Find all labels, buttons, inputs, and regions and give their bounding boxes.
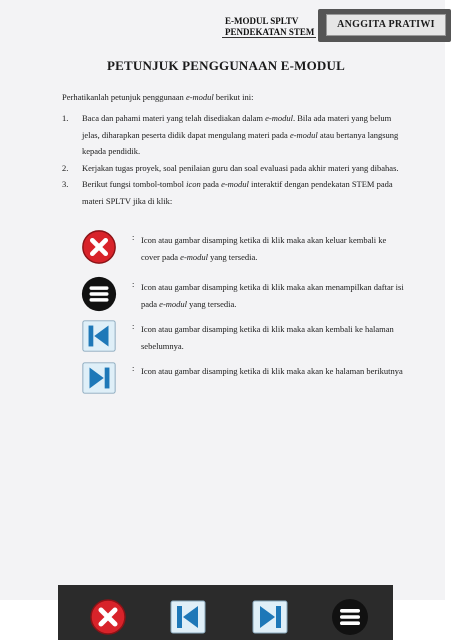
previous-icon [168,624,208,641]
module-title-line2: PENDEKATAN STEM [225,27,315,37]
instruction-item [62,160,402,177]
body-text: Icon atau gambar disamping ketika di klik maka akan ke halaman berikutnya [141,366,403,376]
next-icon [80,359,118,402]
header-divider [222,37,316,38]
emphasis-text: e-modul [180,252,209,262]
previous-page-button[interactable] [168,597,208,642]
item-text [82,176,402,209]
legend-description [141,232,406,266]
emphasis-text: e-modul [265,113,294,123]
legend-colon: : [132,321,135,331]
intro-emph: e-modul [185,92,214,102]
intro-text [62,92,253,102]
emphasis-text: e-modul [159,299,188,309]
legend-colon: : [132,279,135,289]
body-text: interaktif dengan pendekatan STEM pada materi SPLTV jika di klik: [82,179,393,206]
intro-before: Perhatikanlah petunjuk penggunaan [62,92,186,102]
legend-description [141,279,406,313]
legend-colon: : [132,232,135,242]
legend-colon: : [132,363,135,373]
item-number: 2. [62,162,69,173]
previous-icon [80,317,118,360]
intro-after: berikut ini: [213,92,254,102]
item-text [82,160,402,177]
body-text: Kerjakan tugas proyek, soal penilaian guru dan soal evaluasi pada akhir materi yang dibahas. [82,162,399,173]
instruction-list [62,110,402,209]
body-text: yang tersedia. [187,299,237,309]
module-title-line1: E-MODUL SPLTV [225,16,299,26]
body-text: yang tersedia. [208,252,258,262]
emphasis-text: e-modul [289,129,318,140]
module-title [225,16,314,38]
body-text: Berikut fungsi tombol-tombol [82,179,187,189]
menu-button[interactable] [330,597,370,642]
item-text [82,110,402,160]
menu-icon [330,624,370,641]
next-icon [250,624,290,641]
close-icon [80,228,118,271]
close-icon [88,624,128,641]
item-number: 3. [62,179,69,189]
body-text: Baca dan pahami materi yang telah disediakan dalam [82,113,266,123]
instruction-item [62,110,402,160]
body-text: Icon atau gambar disamping ketika di klik maka akan keluar kembali ke cover pada [141,235,387,262]
body-text: atau bertanya langsung kepada pendidik. [82,129,399,156]
legend-description [141,321,406,355]
emphasis-text: e-modul [221,179,249,189]
legend-description [141,363,406,380]
next-page-button[interactable] [250,597,290,642]
emphasis-text: icon [186,179,201,189]
close-button[interactable] [88,597,128,642]
body-text: pada [200,179,222,189]
page-title: PETUNJUK PENGGUNAAN E-MODUL [107,58,345,73]
bottom-navigation-bar [58,585,393,640]
body-text: Icon atau gambar disamping ketika di klik maka akan menampilkan daftar isi pada [141,282,404,309]
menu-icon [80,275,118,318]
instruction-item [62,176,402,209]
body-text: Icon atau gambar disamping ketika di klik maka akan kembali ke halaman sebelumnya. [141,324,394,351]
author-badge: ANGGITA PRATIWI [326,14,446,36]
item-number: 1. [62,113,69,123]
body-text: . Bila ada materi yang belum jelas, diharapkan peserta didik dapat mengulang materi pada [82,113,392,140]
